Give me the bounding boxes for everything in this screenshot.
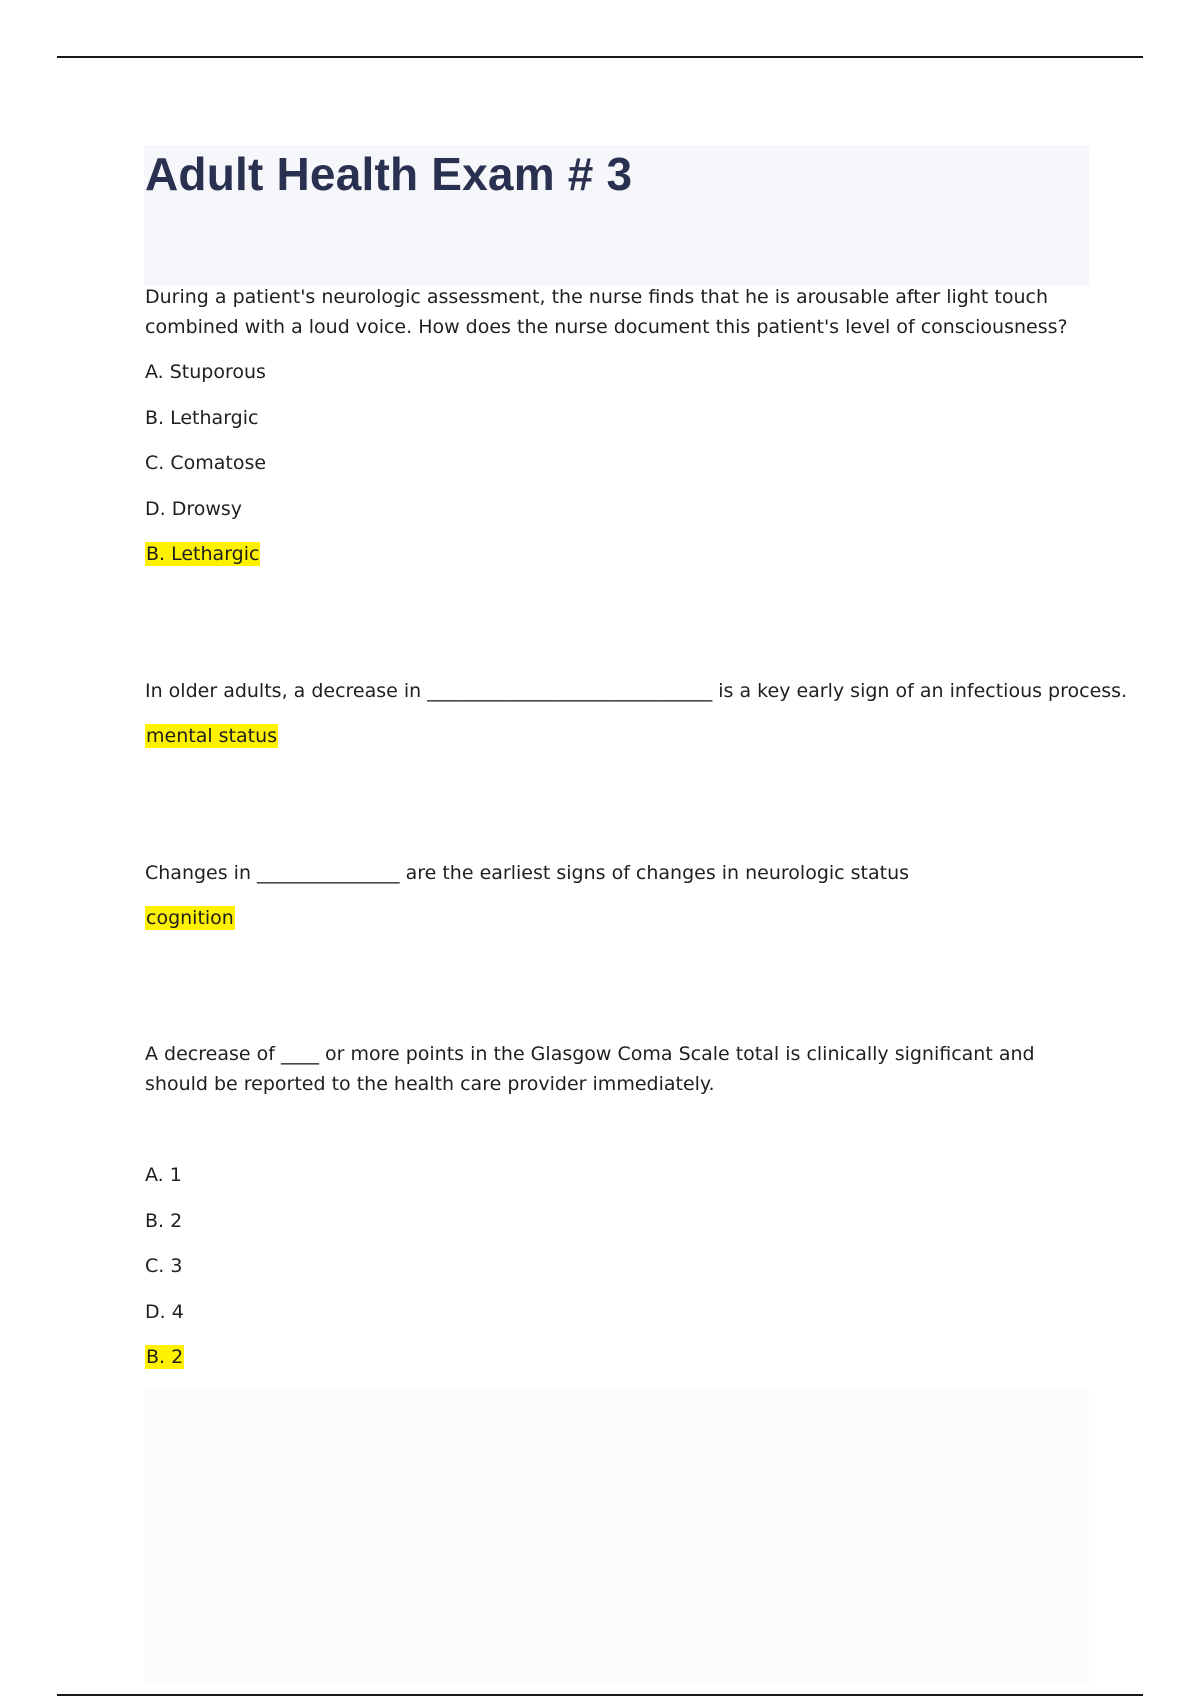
question-3-text: Changes in _______________ are the earliest signs of changes in neurologic status — [145, 862, 910, 884]
question-1-option-b: B. Lethargic — [145, 407, 259, 429]
question-4-option-d: D. 4 — [145, 1301, 184, 1323]
question-1-option-a: A. Stuporous — [145, 361, 266, 383]
question-2-answer — [145, 721, 278, 751]
answer-highlight: mental status — [146, 725, 278, 747]
question-4-option-a: A. 1 — [145, 1164, 182, 1186]
question-1-option-d: D. Drowsy — [145, 498, 243, 520]
question-1-answer — [145, 539, 260, 569]
question-4-option-b: B. 2 — [145, 1210, 183, 1232]
question-4-option-c: C. 3 — [145, 1255, 183, 1277]
blank-area — [144, 1390, 1089, 1685]
question-1-option-c: C. Comatose — [145, 452, 267, 474]
question-4-text: A decrease of ____ or more points in the Glasgow Coma Scale total is clinically significant and should be reported to the health care provider immediately. — [145, 1043, 1035, 1095]
answer-highlight: B. 2 — [146, 1346, 184, 1368]
question-4-answer — [145, 1342, 184, 1372]
top-rule — [57, 56, 1143, 58]
question-2-text: In older adults, a decrease in ______________________________ is a key early sign of an infectious process. — [145, 680, 1128, 702]
page-title: Adult Health Exam # 3 — [145, 148, 633, 200]
question-1-text: During a patient's neurologic assessment, the nurse finds that he is arousable after light touch combined with a loud voice. How does the nurse document this patient's level of consciousness? — [145, 286, 1068, 338]
bottom-rule — [57, 1694, 1143, 1696]
answer-highlight: B. Lethargic — [146, 543, 260, 565]
question-3-answer — [145, 903, 235, 933]
answer-highlight: cognition — [146, 907, 234, 929]
